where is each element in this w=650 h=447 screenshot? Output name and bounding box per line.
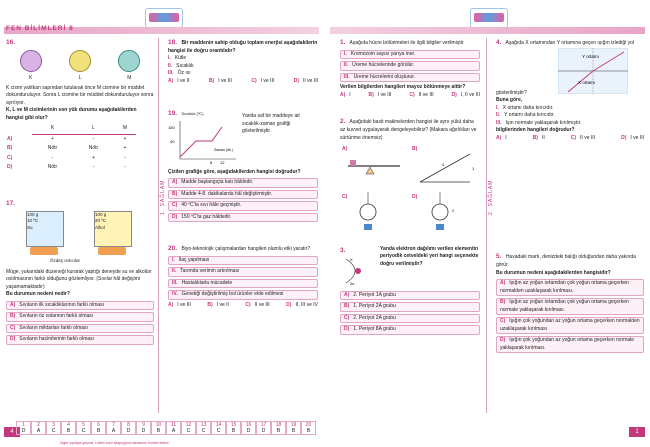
option-d[interactable]: D) 1. Periyot 8A grubu <box>340 325 480 335</box>
option-a[interactable]: A) 2. Periyot 1A grubu <box>340 291 480 301</box>
question-text: Bir maddenin sahip olduğu toplam enerjisi aşağıdakilerin hangisi ile doğru orantılıdır? <box>168 40 318 54</box>
table-row[interactable]: D) Nötr - - <box>7 164 126 171</box>
question-1 <box>340 38 480 99</box>
answer-key-cell: 11 A <box>166 421 181 435</box>
svg-text:X ortamı: X ortamı <box>578 79 596 85</box>
sphere-icon <box>118 50 140 72</box>
temperature-time-chart <box>168 119 238 165</box>
list-item: I. Kütle <box>168 55 187 62</box>
question-text: Biyo-teknolojik çalışmalardan hangileri olumlu etki yaratır? <box>181 246 311 252</box>
option-d[interactable]: D) I ve III <box>621 134 644 141</box>
option-c[interactable]: C) Sıvıların miktarları farklı olması <box>6 324 154 334</box>
answer-key-cell: 19 B <box>286 421 301 435</box>
option-d[interactable]: D) II ve III <box>293 77 318 84</box>
right-page <box>326 0 649 447</box>
table-row[interactable]: A) + - + <box>7 135 127 142</box>
svg-text:Y ortamı: Y ortamı <box>582 53 600 59</box>
question-18 <box>168 38 318 85</box>
footer-note: Diğer sayfaya geçiniz. Lütfen soru kitapçığının tamamını kontrol ediniz. <box>60 441 170 445</box>
question-text: Yanda elektron dağılımı verilen elementin periyodik cetveldeki yeri hangi seçenekte doğru verilmiştir? <box>380 245 479 267</box>
question-20 <box>168 244 318 309</box>
question-17 <box>6 199 154 345</box>
option-b[interactable]: B) Sıvıların öz ısılarının farklı olması <box>6 312 154 322</box>
option-c[interactable]: C) 40 ºC'ta sıvı hâle geçmiştir. <box>168 201 318 211</box>
question-number: 5. <box>496 253 502 261</box>
option-a[interactable]: A) Madde başlangıçta katı hâldedir. <box>168 178 318 188</box>
question-number: 19. <box>168 110 178 118</box>
right-column-1 <box>340 38 480 337</box>
question-text: Aşağıda X ortamından Y ortamına geçen ışığın izlediği yol gösterilmiştir? <box>496 40 635 96</box>
page-number: 4 <box>4 427 20 437</box>
left-column-2 <box>168 38 318 309</box>
options-row <box>496 135 644 143</box>
question-16 <box>6 38 154 173</box>
svg-text:D): D) <box>412 194 418 200</box>
question-number: 4. <box>496 39 502 46</box>
question-prompt: Çizilen grafiğe göre, aşağıdakilerden hangisi doğrudur? <box>168 168 301 175</box>
q19-header <box>168 109 318 168</box>
header-band <box>330 27 645 34</box>
svg-text:1: 1 <box>472 166 475 171</box>
option-c[interactable]: C) II ve III <box>245 301 270 308</box>
option-c[interactable]: C) Işığın çok yoğundan az yoğun ortama geçerken normalden uzaklaşarak kırılması <box>496 317 644 334</box>
svg-text:40: 40 <box>170 139 175 144</box>
side-label: 2. SAĞLAM <box>488 179 494 215</box>
option-c[interactable]: C) II ve III <box>570 134 596 141</box>
question-text: Aşağıdaki basit makinelerden hangisi ile aynı yükü daha az kuvvet uygulayarak dengeleyebiliriz? (Makara ağırlıkları ve sürtünme önemsiz) <box>340 119 477 141</box>
question-5 <box>496 252 644 353</box>
question-number: 16. <box>6 39 16 46</box>
answer-key-cell: 14 C <box>211 421 226 435</box>
table-row[interactable]: C) - + - <box>7 154 126 161</box>
alcohol-beaker: 100 g 20 ºC Alkol <box>94 211 132 247</box>
answer-key-cell: 13 C <box>196 421 211 435</box>
heating-diagram: 100 g 10 ºC Su 100 g 20 ºC Alkol Özdeş ısıtıcılar <box>6 211 154 267</box>
question-number: 17. <box>6 199 16 207</box>
option-a[interactable]: A) I ve III <box>168 301 191 308</box>
option-d[interactable]: D) I, II ve III <box>451 91 480 98</box>
list-item: II. Üreme hücrelerinde görülür. <box>340 61 480 71</box>
svg-text:2e: 2e <box>350 281 355 286</box>
refraction-diagram <box>558 48 628 94</box>
column-divider <box>486 38 487 413</box>
option-d[interactable]: D) 150 ºC'ta gaz hâldedir. <box>168 213 318 223</box>
option-b[interactable]: B) Işığın az yoğun ortamdan çok yoğun ortama geçerken normale yaklaşarak kırılması. <box>496 298 644 315</box>
sphere-icon <box>20 50 42 72</box>
option-c[interactable]: C) II ve III <box>409 91 434 98</box>
svg-text:Zaman (dk.): Zaman (dk.) <box>214 148 233 152</box>
options-row <box>168 302 318 310</box>
question-text: K cismi yalıtkan sapından tutularak önce M cismine bir müddet dokunduruluyor. Sonra L cismine bir müddet dokunduruluyor sonra ayrılıyor. <box>6 84 154 106</box>
heater-icon <box>30 247 58 255</box>
water-beaker: 100 g 10 ºC Su <box>26 211 64 247</box>
table-row[interactable]: B) Nötr Nötr + <box>7 145 127 152</box>
left-page <box>0 0 323 447</box>
options-row <box>340 92 480 100</box>
answer-key-cell: 2 A <box>31 421 46 435</box>
publisher-logo <box>470 8 508 28</box>
list-item: IV. Genetiği değiştirilmiş bol ürünler elde edilmesi <box>168 290 318 300</box>
svg-text:2: 2 <box>452 208 455 213</box>
option-a[interactable]: A) Işığın az yoğun ortamdan çok yoğun ortama geçerken normalden uzaklaşarak kırılması. <box>496 279 644 296</box>
option-c[interactable]: C) 2. Periyot 2A grubu <box>340 314 480 324</box>
list-item: I. İlaç yapılması <box>168 256 318 266</box>
sphere-l: L <box>69 50 91 83</box>
list-item: III. Işın normale yaklaşarak kırılmıştır. <box>496 119 582 126</box>
question-prompt-2: bilgilerinden hangileri doğrudur? <box>496 127 575 134</box>
heater-icon <box>98 247 126 255</box>
question-text: Yanda saf bir maddeye ait sıcaklık-zaman grafiği gösterilmiştir. <box>242 113 300 135</box>
answer-key-cell: 15 B <box>226 421 241 435</box>
list-item: III. Öz ısı <box>168 70 191 77</box>
page-number: 1 <box>629 427 645 437</box>
answer-key-cell: 4 B <box>61 421 76 435</box>
svg-text:8: 8 <box>210 160 213 165</box>
atom-diagram <box>340 246 380 289</box>
option-b[interactable]: B) Madde 4-8. dakikalarda hâl değiştirmiştir. <box>168 190 318 200</box>
sphere-m: M <box>118 50 140 83</box>
question-prompt: Verilen bilgilerden hangileri mayoz bölünmeye aittir? <box>340 84 466 91</box>
list-item: I. X ortamı daha kırıcıdır. <box>496 104 554 111</box>
right-column-2 <box>496 38 644 355</box>
side-label: 1. SAĞLAM <box>160 179 166 215</box>
option-d[interactable]: D) II, III ve IV <box>286 301 318 308</box>
question-number: 3. <box>340 246 346 254</box>
answer-key-cell: 18 B <box>271 421 286 435</box>
option-d[interactable]: D) Sıvıların hacimlerinin farklı olması <box>6 335 154 345</box>
sphere-icon <box>69 50 91 72</box>
answer-key-cell: 17 D <box>256 421 271 435</box>
question-text: Aşağıda hücre bölünmeleri ile ilgili bilgiler verilmiştir. <box>349 40 465 46</box>
question-4 <box>496 38 644 142</box>
answer-key-cell: 16 D <box>241 421 256 435</box>
list-item: II. Y ortamı daha kırıcıdır. <box>496 112 555 119</box>
answer-key-cell: 7 A <box>106 421 121 435</box>
answer-table <box>6 124 136 173</box>
svg-text:C): C) <box>342 194 348 200</box>
question-number: 1. <box>340 39 346 46</box>
simple-machines-diagram <box>340 142 480 238</box>
svg-text:B): B) <box>412 146 418 152</box>
list-item: II. Sıcaklık <box>168 62 194 69</box>
option-d[interactable]: D) Işığın çok yoğundan az yoğun ortama geçerken normale yaklaşarak kırılması. <box>496 336 644 353</box>
question-text: Havadaki martı, denizdeki balığı olduğundan daha yakında görür. <box>496 254 636 268</box>
option-c[interactable]: C) I ve III <box>251 77 275 84</box>
svg-text:150: 150 <box>168 125 175 130</box>
answer-key-cell: 9 D <box>136 421 151 435</box>
table-header-row: K L M <box>6 124 136 134</box>
answer-key-cell: 3 C <box>46 421 61 435</box>
question-number: 18. <box>168 39 178 46</box>
q3-header <box>340 246 480 289</box>
question-text: Müge, yukarıdaki düzeneği kurarak yaptığı deneyde su ve alkolün ısıtılmasının farklı olduğunu gözlemliyor. (Sıvılar hâl değişimi yaşamamaktadır) <box>6 268 152 290</box>
answer-key-cell: 5 C <box>76 421 91 435</box>
option-a[interactable]: A) I <box>340 91 351 98</box>
answer-key-cell: 8 D <box>121 421 136 435</box>
page-title: FEN BİLİMLERİ 8 <box>6 25 74 32</box>
answer-key-cell: 6 B <box>91 421 106 435</box>
option-b[interactable]: B) I ve II <box>207 301 229 308</box>
publisher-logo <box>145 8 183 28</box>
answer-key-cell: 1 D <box>16 421 31 435</box>
question-19 <box>168 109 318 222</box>
answer-key-cell: 20 B <box>301 421 316 435</box>
svg-text:X: X <box>350 257 353 263</box>
question-prompt: K, L ve M cisimlerinin son yük durumu aşağıdakilerden hangisi gibi olur? <box>6 107 137 121</box>
list-item: I. Kromozom sayısı yarıya iner. <box>340 50 480 60</box>
list-item: II. Tarımda verimin artırılması <box>168 267 318 277</box>
question-2 <box>340 117 480 241</box>
charged-spheres <box>6 50 154 83</box>
answer-key-cell: 10 B <box>151 421 166 435</box>
option-b[interactable]: B) I ve III <box>208 77 232 84</box>
answer-key-cell: 12 C <box>181 421 196 435</box>
atom-icon <box>340 255 376 285</box>
option-b[interactable]: B) II <box>532 134 545 141</box>
option-b[interactable]: B) I ve III <box>368 91 392 98</box>
options-row <box>168 78 318 86</box>
answer-key <box>16 421 316 435</box>
question-prompt: Bu durumun nedeni aşağıdakilerden hangisidir? <box>496 269 611 276</box>
question-prompt: Bu durumun nedeni nedir? <box>6 291 70 297</box>
question-prompt: Buna göre, <box>496 97 523 104</box>
question-3 <box>340 246 480 335</box>
question-number: 2. <box>340 118 346 126</box>
column-divider <box>158 38 159 413</box>
sphere-k: K <box>20 50 42 83</box>
left-column-1 <box>6 38 154 347</box>
question-number: 20. <box>168 245 178 252</box>
option-a[interactable]: A) I ve II <box>168 77 190 84</box>
svg-text:4: 4 <box>442 162 445 167</box>
list-item: III. Hastalıklarla mücadele <box>168 279 318 289</box>
svg-text:12: 12 <box>220 160 225 165</box>
option-a[interactable]: A) I <box>496 134 507 141</box>
list-item: III. Üreme hücrelerini oluşturur. <box>340 73 480 83</box>
svg-text:A): A) <box>342 146 348 152</box>
option-a[interactable]: A) Sıvıların ilk sıcaklıklarının farklı olması <box>6 301 154 311</box>
temperature-graph: 19. Sıcaklık (ºC) 150 40 8 12 Zaman (dk.) <box>168 109 238 168</box>
option-b[interactable]: B) 1. Periyot 2A grubu <box>340 302 480 312</box>
